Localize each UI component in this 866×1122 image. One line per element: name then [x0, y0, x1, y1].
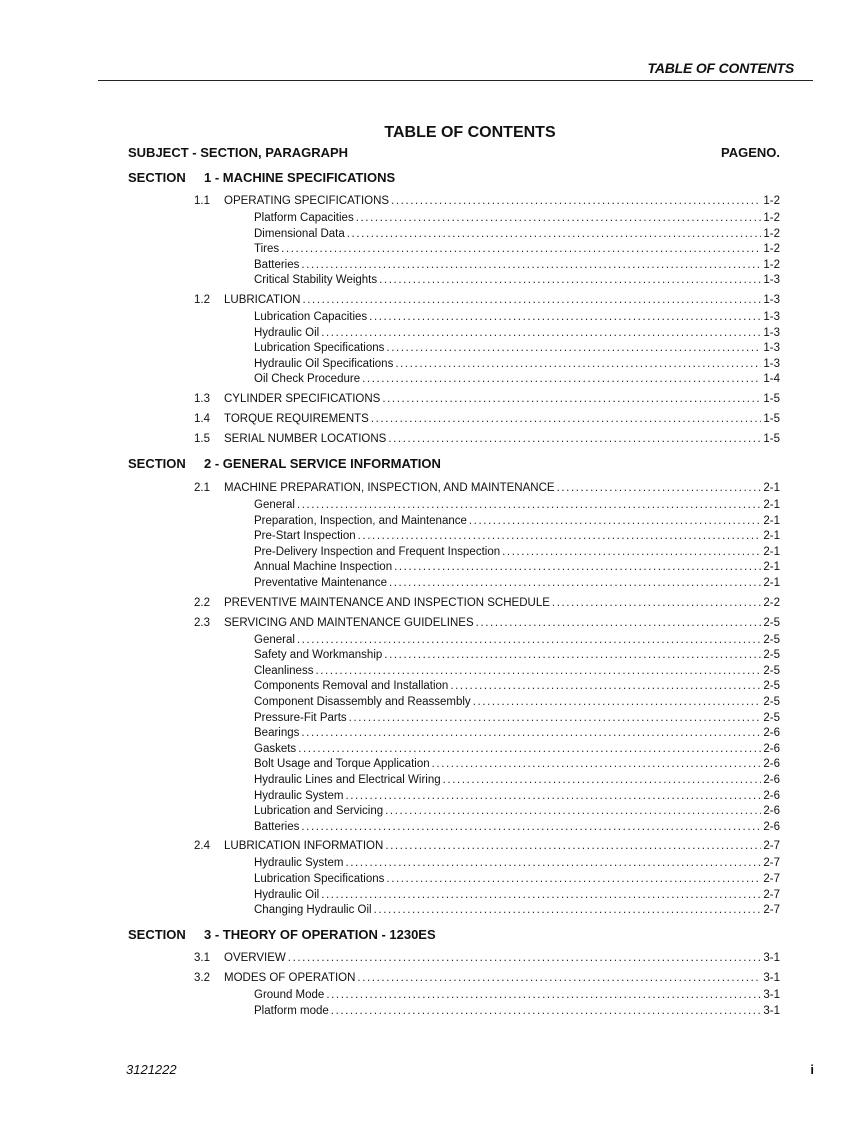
page-number: 2-7 [763, 904, 780, 917]
toc-subentry[interactable] [0, 710, 866, 726]
dot-leader [395, 356, 761, 372]
toc-subentry[interactable] [0, 371, 866, 387]
toc-subentry[interactable] [0, 678, 866, 694]
subentry-title: Hydraulic Oil [254, 326, 320, 339]
page-number: 2-6 [763, 820, 780, 833]
dot-leader [391, 193, 761, 209]
dot-leader [389, 575, 761, 591]
dot-leader [362, 371, 761, 387]
toc-subentry[interactable] [0, 819, 866, 835]
page-number: 2-1 [763, 577, 780, 589]
dot-leader [301, 257, 761, 273]
entry-title: LUBRICATION [224, 294, 301, 306]
section-label: SECTION [128, 170, 186, 185]
page-number: 2-5 [763, 664, 780, 677]
toc-line [254, 987, 780, 1003]
toc-subentry[interactable] [0, 325, 866, 341]
page-title: TABLE OF CONTENTS [384, 124, 556, 141]
toc-line [224, 292, 780, 308]
section-title: 1 - MACHINE SPECIFICATIONS [204, 170, 396, 185]
page-number: 1-5 [763, 393, 780, 405]
dot-leader [345, 855, 761, 871]
section-heading[interactable] [0, 170, 866, 188]
toc-entry[interactable] [0, 193, 866, 209]
dot-leader [552, 595, 761, 611]
dot-leader [388, 431, 761, 447]
toc-subentry[interactable] [0, 544, 866, 560]
dot-leader [443, 772, 762, 788]
subentry-title: Changing Hydraulic Oil [254, 904, 372, 917]
toc-line [224, 391, 780, 407]
toc-line [254, 497, 780, 513]
toc-line [254, 887, 780, 903]
toc-line [254, 356, 780, 372]
subentry-title: Critical Stability Weights [254, 274, 378, 287]
toc-line [254, 741, 780, 757]
page-number: 2-5 [763, 680, 780, 693]
toc-line [254, 632, 780, 648]
subentry-title: Lubrication Capacities [254, 311, 368, 323]
toc-line [254, 513, 780, 529]
toc-line [254, 559, 780, 575]
toc-line [254, 678, 780, 694]
toc-line [254, 371, 780, 387]
section-label: SECTION [128, 456, 186, 471]
page-number: 2-6 [763, 727, 780, 740]
page-number: 1-2 [763, 195, 780, 207]
entry-title: OVERVIEW [224, 952, 286, 964]
section-heading[interactable] [0, 456, 866, 474]
dot-leader [326, 987, 761, 1003]
toc-entry[interactable] [0, 615, 866, 631]
column-header-subject: SUBJECT - SECTION, PARAGRAPH [128, 145, 349, 160]
dot-leader [321, 325, 761, 341]
toc-line [224, 970, 780, 986]
dot-leader [358, 528, 762, 544]
toc-subentry[interactable] [0, 987, 866, 1003]
paragraph-number: 1.5 [194, 433, 210, 445]
subentry-title: Component Disassembly and Reassembly [254, 696, 471, 708]
page-number: 2-5 [763, 649, 780, 662]
toc-line [254, 340, 780, 356]
subentry-title: Pressure-Fit Parts [254, 711, 347, 724]
toc-entry[interactable] [0, 292, 866, 308]
toc-line [254, 902, 780, 918]
subentry-title: Preventative Maintenance [254, 577, 387, 589]
toc-subentry[interactable] [0, 528, 866, 544]
page-number: 2-1 [763, 482, 780, 494]
section-label: SECTION [128, 927, 186, 942]
dot-leader [297, 497, 761, 513]
subentry-title: General [254, 499, 295, 511]
page-number: 1-3 [763, 342, 780, 355]
subentry-title: Gaskets [254, 742, 297, 755]
paragraph-number: 2.3 [194, 616, 210, 629]
paragraph-number: 1.2 [194, 294, 210, 306]
toc-line [224, 838, 780, 854]
toc-entry[interactable] [0, 970, 866, 986]
subentry-title: Batteries [254, 258, 300, 271]
toc-subentry[interactable] [0, 694, 866, 710]
entry-title: TORQUE REQUIREMENTS [224, 413, 369, 425]
page-number: 2-7 [763, 873, 780, 885]
paragraph-number: 3.1 [194, 952, 210, 964]
page-number: 2-1 [763, 499, 780, 511]
paragraph-number: 1.4 [194, 413, 210, 425]
subentry-title: Hydraulic Lines and Electrical Wiring [254, 774, 441, 786]
page-number: 2-5 [763, 696, 780, 708]
dot-leader [386, 871, 761, 887]
page-number: 1-3 [763, 357, 780, 370]
subentry-title: Oil Check Procedure [254, 373, 361, 386]
subentry-title: Platform Capacities [254, 212, 354, 224]
subentry-title: Bolt Usage and Torque Application [254, 758, 430, 771]
toc-line [254, 756, 780, 772]
page-number: 1-4 [763, 373, 780, 386]
dot-leader [369, 309, 761, 325]
entry-title: CYLINDER SPECIFICATIONS [224, 393, 381, 405]
toc-subentry[interactable] [0, 575, 866, 591]
toc-subentry[interactable] [0, 855, 866, 871]
toc-line [254, 871, 780, 887]
paragraph-number: 1.3 [194, 393, 210, 405]
subentry-title: Cleanliness [254, 664, 314, 677]
toc-entry[interactable] [0, 595, 866, 611]
section-heading[interactable] [0, 927, 866, 945]
entry-title: SERIAL NUMBER LOCATIONS [224, 433, 387, 445]
dot-leader [476, 615, 762, 631]
subentry-title: General [254, 633, 295, 646]
dot-leader [302, 292, 761, 308]
column-header-page: PAGENO. [721, 145, 780, 160]
subentry-title: Bearings [254, 727, 300, 740]
dot-leader [288, 950, 762, 966]
toc-line [254, 528, 780, 544]
subentry-title: Components Removal and Installation [254, 680, 449, 693]
toc-subentry[interactable] [0, 356, 866, 372]
dot-leader [385, 838, 761, 854]
toc-subentry[interactable] [0, 309, 866, 325]
dot-leader [298, 741, 761, 757]
toc-subentry[interactable] [0, 257, 866, 273]
dot-leader [374, 902, 762, 918]
toc-subentry[interactable] [0, 887, 866, 903]
paragraph-number: 3.2 [194, 972, 210, 984]
toc-entry[interactable] [0, 411, 866, 427]
toc-line [254, 241, 780, 257]
subentry-title: Lubrication Specifications [254, 873, 385, 885]
dot-leader [469, 513, 761, 529]
footer-doc-number: 3121222 [126, 1062, 177, 1077]
entry-title: OPERATING SPECIFICATIONS [224, 195, 390, 207]
subentry-title: Lubrication and Servicing [254, 805, 384, 818]
toc-subentry[interactable] [0, 513, 866, 529]
page-number: 2-1 [763, 514, 780, 527]
section-title: 2 - GENERAL SERVICE INFORMATION [204, 456, 441, 471]
dot-leader [473, 694, 762, 710]
toc-line [254, 1003, 780, 1019]
page-number: 2-5 [763, 616, 780, 629]
subentry-title: Dimensional Data [254, 227, 345, 240]
page-number: 1-3 [763, 311, 780, 323]
page-number: 2-1 [763, 561, 780, 574]
page-number: 1-2 [763, 227, 780, 240]
toc-subentry[interactable] [0, 725, 866, 741]
toc-subentry[interactable] [0, 772, 866, 788]
subentry-title: Pre-Start Inspection [254, 530, 356, 543]
dot-leader [386, 340, 761, 356]
toc-subentry[interactable] [0, 788, 866, 804]
dot-leader [385, 803, 761, 819]
toc-subentry[interactable] [0, 559, 866, 575]
entry-title: SERVICING AND MAINTENANCE GUIDELINES [224, 616, 474, 629]
toc-entry[interactable] [0, 838, 866, 854]
toc-line [224, 193, 780, 209]
paragraph-number: 2.1 [194, 482, 210, 494]
dot-leader [557, 480, 762, 496]
toc-subentry[interactable] [0, 241, 866, 257]
page-number: 2-5 [763, 633, 780, 646]
running-header-title: TABLE OF CONTENTS [647, 60, 794, 76]
dot-leader [345, 788, 761, 804]
toc-subentry[interactable] [0, 226, 866, 242]
toc-line [224, 595, 780, 611]
toc-subentry[interactable] [0, 1003, 866, 1019]
subentry-title: Platform mode [254, 1004, 329, 1017]
dot-leader [379, 272, 761, 288]
toc-line [254, 575, 780, 591]
entry-title: MODES OF OPERATION [224, 972, 356, 984]
subentry-title: Preparation, Inspection, and Maintenance [254, 514, 467, 527]
dot-leader [347, 226, 762, 242]
page-number: 3-1 [763, 972, 780, 984]
toc-line [224, 431, 780, 447]
toc-subentry[interactable] [0, 902, 866, 918]
subentry-title: Hydraulic Oil Specifications [254, 357, 394, 370]
toc-entry[interactable] [0, 431, 866, 447]
paragraph-number: 1.1 [194, 195, 210, 207]
dot-leader [382, 391, 761, 407]
subentry-title: Pre-Delivery Inspection and Frequent Inspection [254, 545, 501, 558]
subentry-title: Hydraulic System [254, 857, 344, 870]
page-number: 1-3 [763, 326, 780, 339]
entry-title: LUBRICATION INFORMATION [224, 840, 384, 853]
dot-leader [321, 887, 761, 903]
toc-line [254, 819, 780, 835]
dot-leader [394, 559, 761, 575]
page-number: 2-7 [763, 857, 780, 870]
toc-subentry[interactable] [0, 871, 866, 887]
toc-subentry[interactable] [0, 340, 866, 356]
page-number: 2-6 [763, 774, 780, 786]
dot-leader [356, 210, 762, 226]
toc-entry[interactable] [0, 950, 866, 966]
toc-line [224, 480, 780, 496]
dot-leader [450, 678, 761, 694]
toc-line [254, 788, 780, 804]
entry-title: PREVENTIVE MAINTENANCE AND INSPECTION SCHEDULE [224, 596, 550, 609]
page-number: 2-6 [763, 789, 780, 802]
toc-line [254, 803, 780, 819]
toc-line [224, 615, 780, 631]
toc-entry[interactable] [0, 480, 866, 496]
dot-leader [384, 647, 761, 663]
section-title: 3 - THEORY OF OPERATION - 1230ES [204, 927, 436, 942]
page-number: 3-1 [763, 989, 780, 1001]
toc-line [224, 411, 780, 427]
page-number: 1-2 [763, 212, 780, 224]
page-number: 2-1 [763, 530, 780, 543]
dot-leader [349, 710, 762, 726]
toc-line [254, 210, 780, 226]
subentry-title: Hydraulic Oil [254, 888, 320, 901]
page-number: 1-5 [763, 413, 780, 425]
toc-line [254, 647, 780, 663]
toc-line [254, 272, 780, 288]
toc-line [254, 544, 780, 560]
paragraph-number: 2.4 [194, 840, 210, 853]
toc-subentry[interactable] [0, 647, 866, 663]
page-number: 1-3 [763, 274, 780, 287]
subentry-title: Safety and Workmanship [254, 649, 383, 662]
toc-line [254, 772, 780, 788]
toc-line [254, 710, 780, 726]
toc-subentry[interactable] [0, 497, 866, 513]
toc-line [254, 694, 780, 710]
toc-entry[interactable] [0, 391, 866, 407]
page-number: 2-6 [763, 805, 780, 818]
toc-line [254, 325, 780, 341]
page-number: 3-1 [763, 1004, 780, 1017]
toc-subentry[interactable] [0, 741, 866, 757]
toc-subentry[interactable] [0, 663, 866, 679]
dot-leader [281, 241, 761, 257]
page-number: 2-5 [763, 711, 780, 724]
toc-line [224, 950, 780, 966]
footer-page-number: i [810, 1062, 814, 1077]
dot-leader [301, 725, 761, 741]
toc-line [254, 855, 780, 871]
entry-title: MACHINE PREPARATION, INSPECTION, AND MAINTENANCE [224, 482, 555, 494]
dot-leader [502, 544, 761, 560]
page-number: 2-1 [763, 545, 780, 558]
toc-subentry[interactable] [0, 803, 866, 819]
toc-line [254, 257, 780, 273]
page-number: 1-3 [763, 294, 780, 306]
toc-line [254, 725, 780, 741]
dot-leader [315, 663, 761, 679]
page-number: 2-7 [763, 840, 780, 853]
subentry-title: Annual Machine Inspection [254, 561, 393, 574]
subentry-title: Hydraulic System [254, 789, 344, 802]
toc-line [254, 226, 780, 242]
dot-leader [371, 411, 762, 427]
toc-subentry[interactable] [0, 756, 866, 772]
page-number: 2-2 [763, 596, 780, 609]
dot-leader [331, 1003, 762, 1019]
toc-line [254, 309, 780, 325]
page-number: 2-7 [763, 888, 780, 901]
dot-leader [357, 970, 761, 986]
page-number: 3-1 [763, 952, 780, 964]
toc-subentry[interactable] [0, 632, 866, 648]
dot-leader [301, 819, 761, 835]
paragraph-number: 2.2 [194, 596, 210, 609]
subentry-title: Batteries [254, 820, 300, 833]
page-number: 2-6 [763, 742, 780, 755]
subentry-title: Tires [254, 243, 280, 256]
dot-leader [297, 632, 761, 648]
dot-leader [432, 756, 762, 772]
toc-line [254, 663, 780, 679]
toc-subentry[interactable] [0, 272, 866, 288]
page-number: 1-5 [763, 433, 780, 445]
page-number: 1-2 [763, 243, 780, 256]
page-number: 1-2 [763, 258, 780, 271]
page-number: 2-6 [763, 758, 780, 771]
toc-subentry[interactable] [0, 210, 866, 226]
subentry-title: Ground Mode [254, 989, 325, 1001]
subentry-title: Lubrication Specifications [254, 342, 385, 355]
